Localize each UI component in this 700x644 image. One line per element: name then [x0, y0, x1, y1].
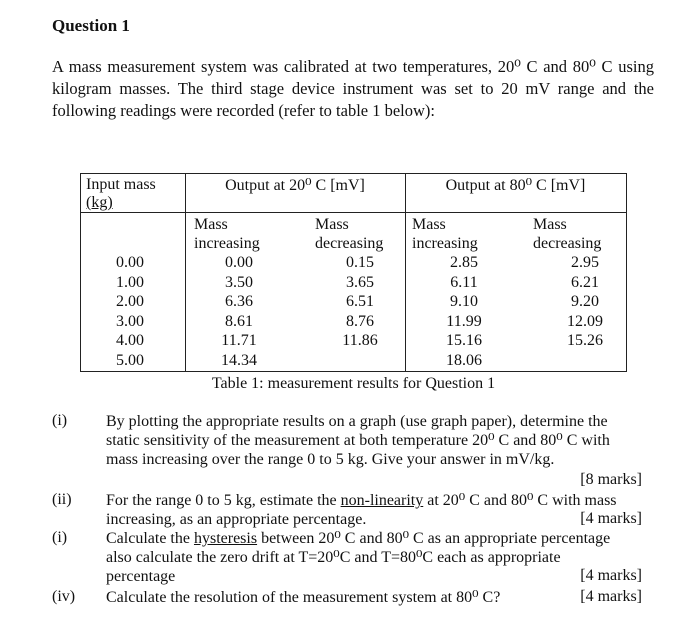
subheader-decreasing-80 — [533, 215, 601, 253]
table-cell-value: 15.16 — [446, 332, 482, 349]
table-border-right — [626, 173, 627, 371]
table-cell-value: 11.71 — [221, 332, 257, 349]
table-cell-value: 11.99 — [446, 312, 482, 330]
table-border-bottom — [80, 371, 627, 372]
input-mass-header: Input mass — [86, 176, 156, 193]
subheader-increasing-20 — [194, 215, 260, 253]
table-border-left — [80, 173, 81, 371]
subheader-increasing-80 — [412, 215, 478, 253]
table-cell-value: 12.09 — [567, 312, 603, 330]
intro-text: A mass measurement system was calibrated at two temperatures, 20⁰ C and 80⁰ C using kilogram masses. The third stage device instrument was set to 20 mV range and the following readings were recorded (refer to table 1 below): — [52, 57, 654, 120]
table-cell-value: 14.34 — [221, 351, 257, 369]
table-cell-value: 9.10 — [450, 293, 478, 310]
q4-number: (iv) — [52, 588, 76, 605]
q2-line — [106, 491, 666, 510]
subheader-decreasing-20 — [315, 215, 383, 253]
q3-line — [106, 529, 666, 548]
table-cell-value: 8.61 — [225, 312, 253, 330]
q3-text-part: Calculate the — [106, 530, 194, 547]
q2-marks: [4 marks] — [580, 510, 642, 527]
subheader-line: decreasing — [533, 235, 602, 252]
table-col-divider — [405, 173, 406, 371]
q1-line: static sensitivity of the measurement at both temperature 20⁰ C and 80⁰ C with — [106, 432, 610, 449]
q3-number: (i) — [52, 529, 68, 546]
subheader-line: decreasing — [315, 235, 384, 252]
q1-number: (i) — [52, 412, 68, 429]
q2-underlined-term: non-linearity — [340, 492, 424, 509]
subheader-line: increasing — [412, 235, 478, 252]
table-cell-value: 2.95 — [571, 254, 599, 271]
table-cell-value: 2.85 — [450, 254, 478, 271]
table-cell-mass: 3.00 — [116, 312, 144, 330]
table-cell-value: 9.20 — [571, 293, 599, 310]
table-cell-mass: 4.00 — [116, 332, 144, 349]
table-cell-value: 6.51 — [346, 293, 374, 310]
subheader-line: Mass — [194, 216, 228, 233]
table-cell-value: 6.36 — [225, 293, 253, 310]
table-border-top — [80, 173, 627, 174]
subheader-line: Mass — [315, 216, 349, 233]
table-cell-value: 0.00 — [225, 254, 253, 271]
table-cell-mass: 0.00 — [116, 254, 144, 271]
table-cell-value: 8.76 — [346, 312, 374, 330]
q3-line: also calculate the zero drift at T=20⁰C and T=80⁰C each as appropriate — [106, 549, 561, 566]
output-20-header: Output at 20⁰ C [mV] — [225, 177, 365, 194]
q1-text — [106, 412, 666, 469]
q1-line: By plotting the appropriate results on a graph (use graph paper), determine the — [106, 413, 608, 430]
intro-paragraph — [52, 56, 654, 122]
table-cell-mass: 2.00 — [116, 293, 144, 310]
q2-line: increasing, as an appropriate percentage. — [106, 511, 367, 528]
output-80-header: Output at 80⁰ C [mV] — [445, 177, 586, 194]
question-heading: Question 1 — [52, 16, 130, 35]
q4-marks: [4 marks] — [580, 588, 642, 605]
input-mass-unit: (kg) — [86, 194, 113, 211]
table-col-divider — [185, 173, 186, 371]
q3-text-part: between 20⁰ C and 80⁰ C as an appropriate percentage — [257, 530, 611, 547]
table-cell-mass: 5.00 — [116, 351, 144, 369]
table-cell-value: 18.06 — [446, 351, 482, 369]
q2-text-part: at 20⁰ C and 80⁰ C with mass — [423, 492, 617, 509]
results-table — [80, 173, 627, 371]
table-caption: Table 1: measurement results for Question 1 — [211, 375, 496, 392]
table-cell-value: 0.15 — [346, 254, 374, 271]
q1-marks: [8 marks] — [580, 471, 642, 488]
q3-marks: [4 marks] — [580, 567, 642, 584]
table-cell-value: 15.26 — [567, 332, 603, 349]
q3-line: percentage — [106, 568, 176, 585]
q2-number: (ii) — [52, 491, 72, 508]
table-cell-value: 6.21 — [571, 273, 599, 291]
q2-text-part: For the range 0 to 5 kg, estimate the — [106, 492, 341, 509]
q1-line: mass increasing over the range 0 to 5 kg. Give your answer in mV/kg. — [106, 451, 555, 468]
subheader-line: increasing — [194, 235, 260, 252]
table-cell-value: 3.65 — [346, 273, 374, 291]
table-cell-value: 11.86 — [342, 332, 378, 349]
table-cell-mass: 1.00 — [116, 273, 144, 291]
q3-underlined-term: hysteresis — [193, 530, 258, 547]
q4-text: Calculate the resolution of the measurement system at 80⁰ C? — [106, 589, 501, 606]
table-header-divider — [80, 212, 627, 213]
table-cell-value: 3.50 — [225, 273, 253, 291]
subheader-line: Mass — [412, 216, 446, 233]
table-cell-value: 6.11 — [450, 273, 478, 291]
subheader-line: Mass — [533, 216, 567, 233]
